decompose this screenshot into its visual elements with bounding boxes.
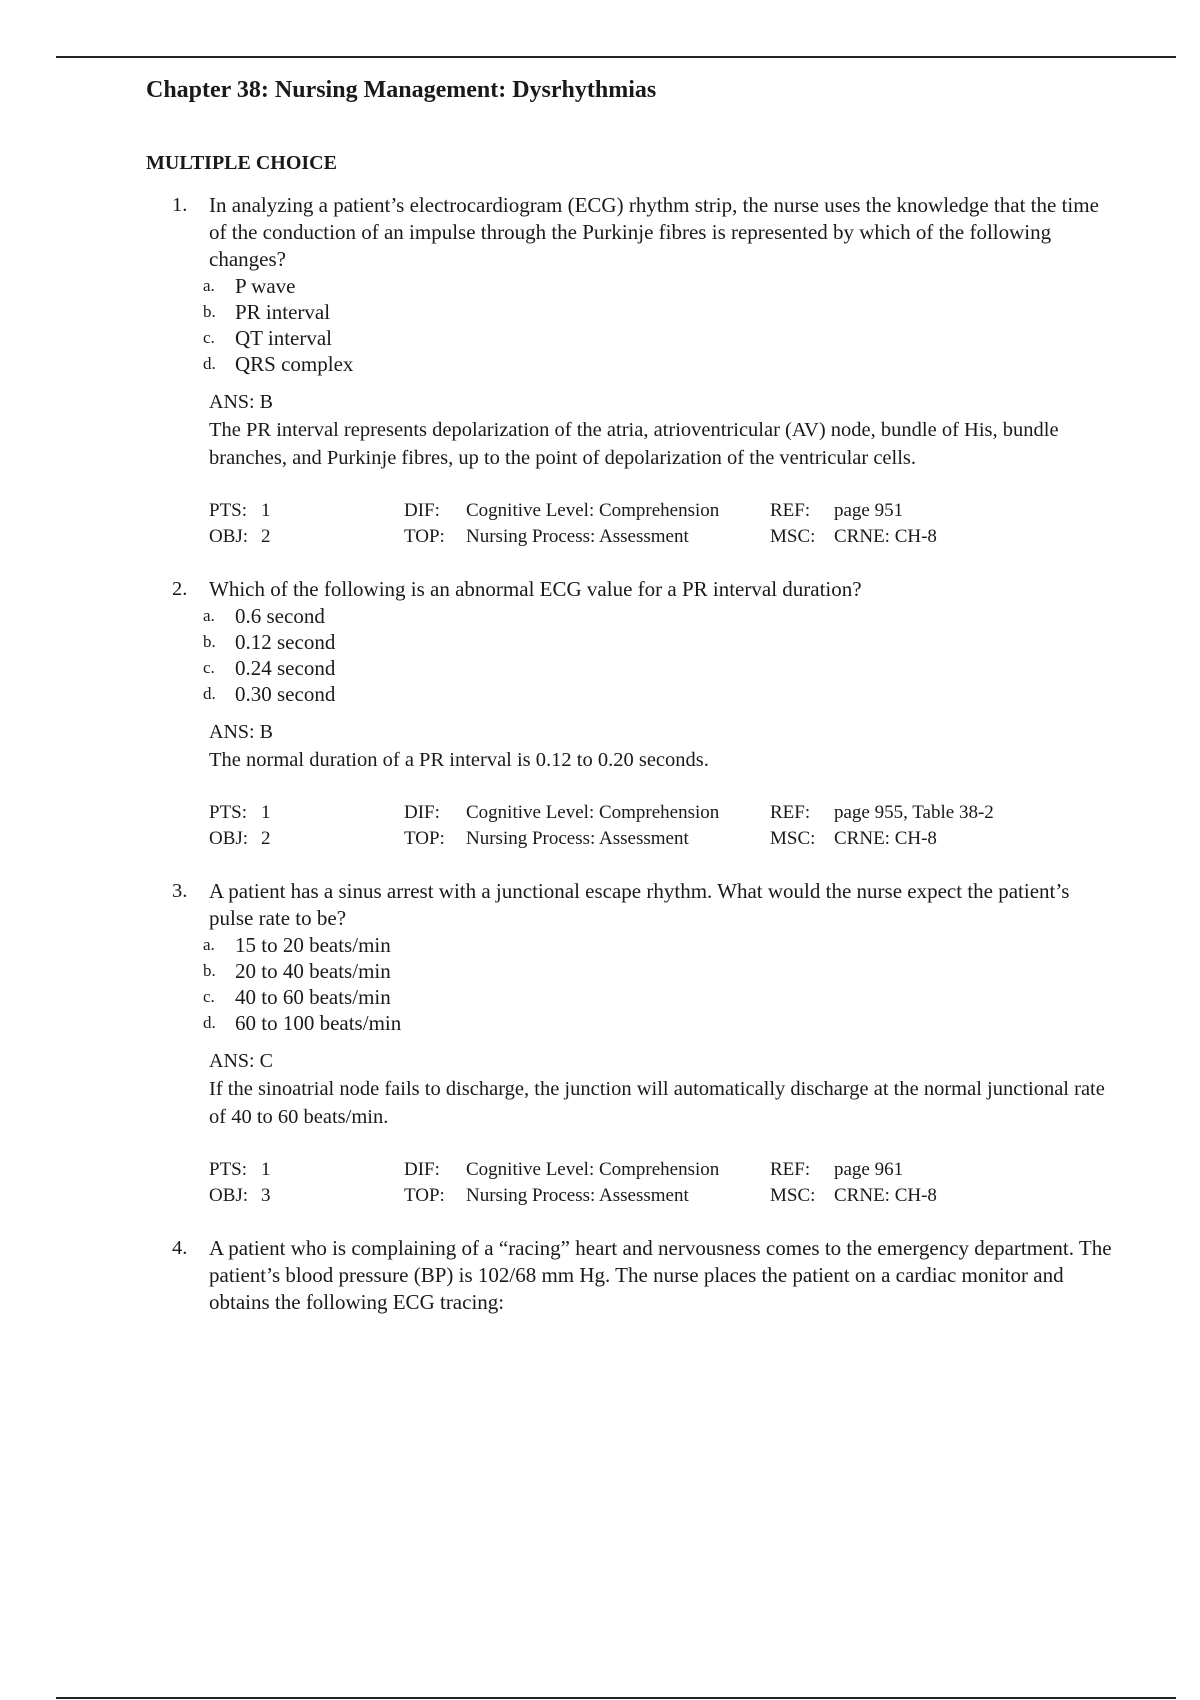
top-label: TOP: (404, 526, 445, 547)
pts-label: PTS: (209, 500, 248, 521)
question-metadata (209, 800, 1114, 852)
option-letter: b. (203, 632, 216, 651)
answer-key: ANS: B (209, 391, 273, 413)
question-1 (146, 192, 1126, 550)
question-metadata (209, 498, 1114, 550)
pts-label: PTS: (209, 1159, 248, 1180)
option-text: QRS complex (235, 352, 354, 376)
msc-value: CRNE: CH-8 (834, 828, 937, 849)
option-text: 60 to 100 beats/min (235, 1011, 402, 1035)
option-text: 0.30 second (235, 682, 336, 706)
question-number: 3. (172, 880, 188, 902)
question-4 (146, 1235, 1126, 1316)
question-number: 2. (172, 578, 188, 600)
question-metadata (209, 1157, 1114, 1209)
document-page (146, 72, 1126, 1316)
option-text: QT interval (235, 326, 333, 350)
pts-value: 1 (261, 1159, 271, 1180)
top-value: Nursing Process: Assessment (466, 526, 689, 547)
rationale: The PR interval represents depolarization of the atria, atrioventricular (AV) node, bundle of His, bundle branches, and Purkinje fibres, up to the point of depolarization of the ventricular cells. (209, 419, 1059, 469)
rationale: If the sinoatrial node fails to discharge, the junction will automatically discharge at the normal junctional rate of 40 to 60 beats/min. (209, 1078, 1105, 1128)
dif-label: DIF: (404, 802, 440, 823)
ref-label: REF: (770, 500, 811, 521)
option-list (203, 932, 1114, 1036)
question-3 (146, 878, 1126, 1209)
option-letter: d. (203, 1013, 216, 1032)
obj-label: OBJ: (209, 526, 249, 547)
option-letter: a. (203, 935, 215, 954)
top-label: TOP: (404, 1185, 445, 1206)
option-d (203, 351, 1114, 377)
option-list (203, 603, 1114, 707)
option-text: 40 to 60 beats/min (235, 985, 391, 1009)
top-value: Nursing Process: Assessment (466, 1185, 689, 1206)
question-text: Which of the following is an abnormal ECG value for a PR interval duration? (209, 577, 862, 601)
option-text: 0.12 second (235, 630, 336, 654)
msc-value: CRNE: CH-8 (834, 526, 937, 547)
obj-label: OBJ: (209, 1185, 249, 1206)
option-letter: b. (203, 961, 216, 980)
ref-value: page 951 (834, 500, 904, 521)
question-text: A patient has a sinus arrest with a junctional escape rhythm. What would the nurse expect the patient’s pulse rate to be? (209, 879, 1070, 930)
obj-label: OBJ: (209, 828, 249, 849)
option-letter: a. (203, 276, 215, 295)
option-letter: c. (203, 328, 215, 347)
option-a (203, 932, 1114, 958)
section-title: MULTIPLE CHOICE (146, 152, 337, 174)
question-number: 4. (172, 1237, 188, 1259)
obj-value: 3 (261, 1185, 271, 1206)
option-b (203, 629, 1114, 655)
msc-value: CRNE: CH-8 (834, 1185, 937, 1206)
question-2 (146, 576, 1126, 852)
option-letter: b. (203, 302, 216, 321)
top-label: TOP: (404, 828, 445, 849)
ref-label: REF: (770, 802, 811, 823)
chapter-title: Chapter 38: Nursing Management: Dysrhythmias (146, 77, 657, 103)
dif-value: Cognitive Level: Comprehension (466, 1159, 720, 1180)
option-d (203, 1010, 1114, 1036)
option-letter: c. (203, 987, 215, 1006)
option-d (203, 681, 1114, 707)
obj-value: 2 (261, 828, 271, 849)
dif-value: Cognitive Level: Comprehension (466, 802, 720, 823)
option-letter: a. (203, 606, 215, 625)
msc-label: MSC: (770, 526, 816, 547)
msc-label: MSC: (770, 828, 816, 849)
option-letter: c. (203, 658, 215, 677)
option-letter: d. (203, 684, 216, 703)
option-text: 0.6 second (235, 604, 325, 628)
msc-label: MSC: (770, 1185, 816, 1206)
question-text: In analyzing a patient’s electrocardiogram (ECG) rhythm strip, the nurse uses the knowledge that the time of the conduction of an impulse through the Purkinje fibres is represented by which of the following changes? (209, 193, 1099, 271)
question-text: A patient who is complaining of a “racing” heart and nervousness comes to the emergency department. The patient’s blood pressure (BP) is 102/68 mm Hg. The nurse places the patient on a cardiac monitor and obtains the following ECG tracing: (209, 1236, 1112, 1314)
option-text: 0.24 second (235, 656, 336, 680)
option-c (203, 325, 1114, 351)
rationale: The normal duration of a PR interval is 0.12 to 0.20 seconds. (209, 749, 709, 771)
option-text: 20 to 40 beats/min (235, 959, 391, 983)
top-value: Nursing Process: Assessment (466, 828, 689, 849)
pts-value: 1 (261, 500, 271, 521)
dif-value: Cognitive Level: Comprehension (466, 500, 720, 521)
option-text: P wave (235, 274, 296, 298)
answer-key: ANS: C (209, 1050, 273, 1072)
ref-value: page 961 (834, 1159, 904, 1180)
obj-value: 2 (261, 526, 271, 547)
option-a (203, 603, 1114, 629)
option-b (203, 958, 1114, 984)
option-text: PR interval (235, 300, 331, 324)
bottom-rule (56, 1697, 1176, 1699)
pts-label: PTS: (209, 802, 248, 823)
answer-key: ANS: B (209, 721, 273, 743)
option-text: 15 to 20 beats/min (235, 933, 391, 957)
option-letter: d. (203, 354, 216, 373)
pts-value: 1 (261, 802, 271, 823)
question-number: 1. (172, 194, 188, 216)
option-c (203, 984, 1114, 1010)
option-a (203, 273, 1114, 299)
ref-label: REF: (770, 1159, 811, 1180)
option-list (203, 273, 1114, 377)
top-rule (56, 56, 1176, 58)
option-c (203, 655, 1114, 681)
dif-label: DIF: (404, 500, 440, 521)
option-b (203, 299, 1114, 325)
ref-value: page 955, Table 38-2 (834, 802, 994, 823)
dif-label: DIF: (404, 1159, 440, 1180)
